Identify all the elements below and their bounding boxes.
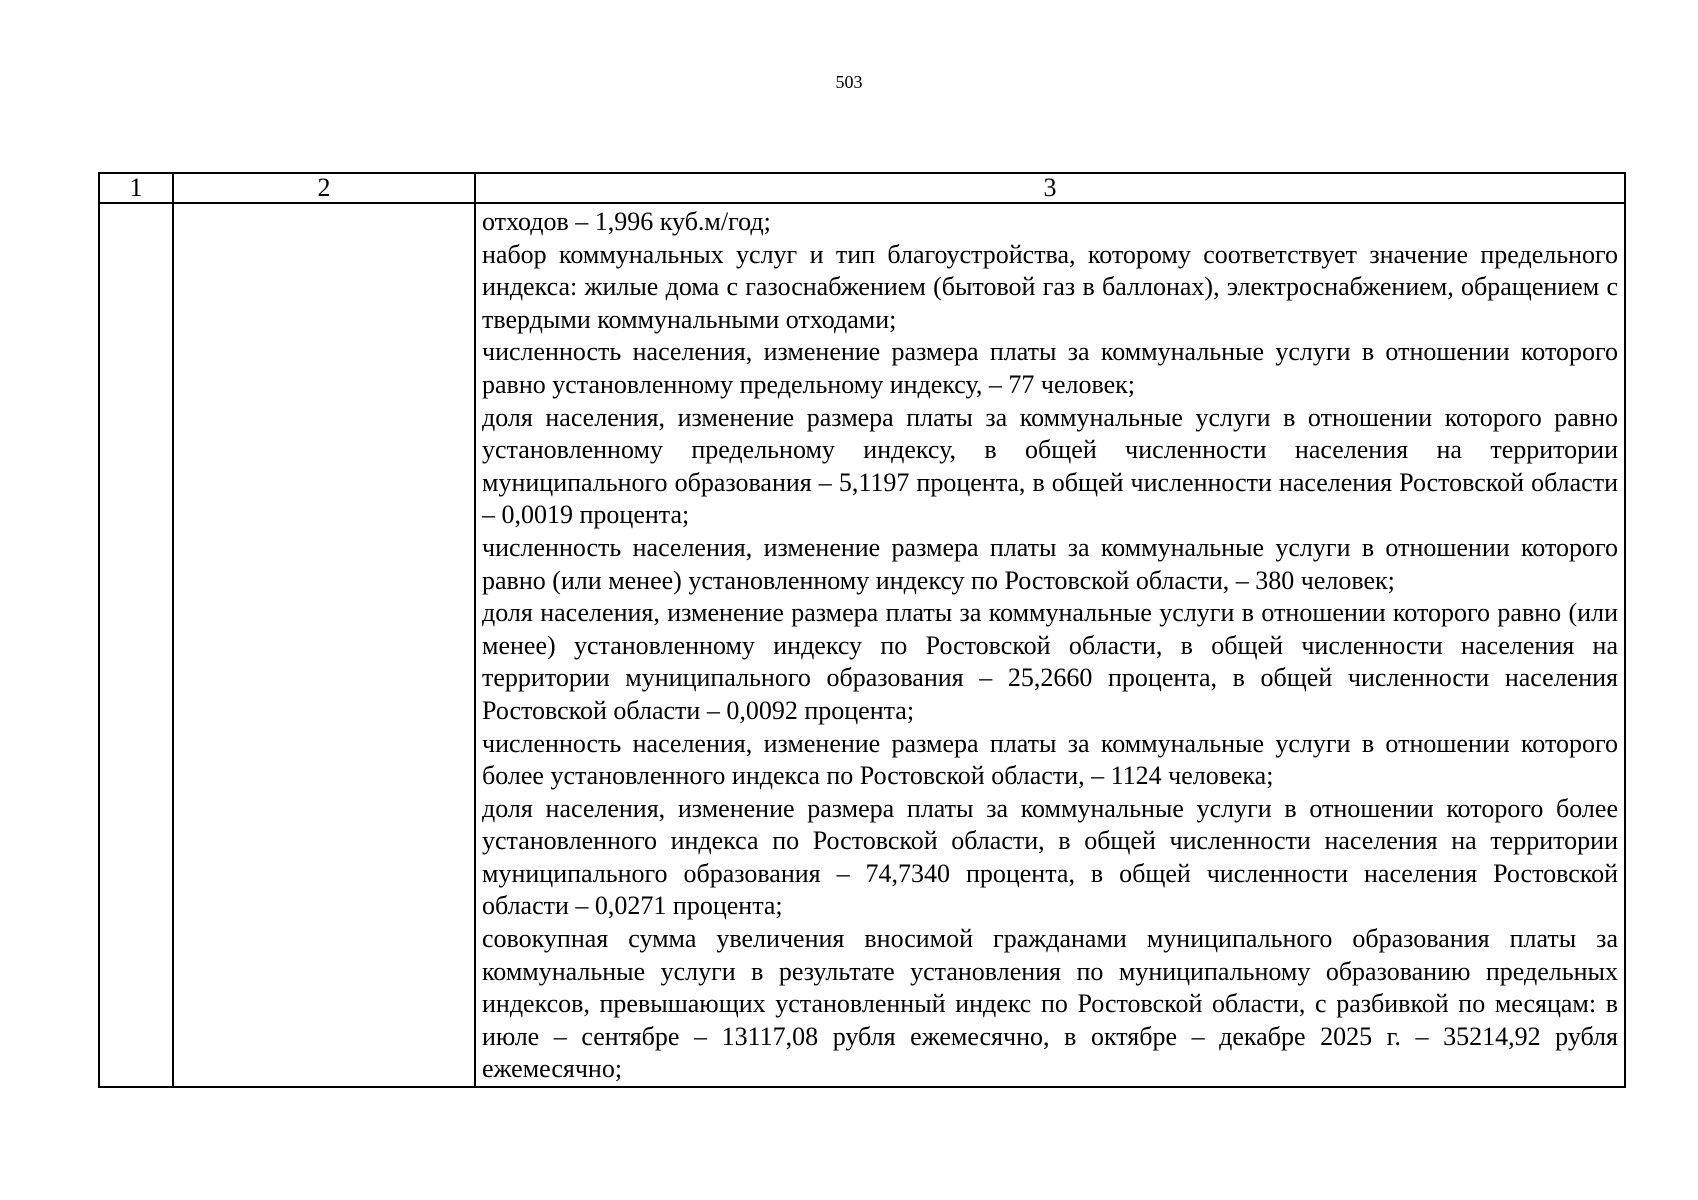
- page-number: 503: [835, 72, 863, 92]
- paragraph-population-equal-limit: численность населения, изменение размера платы за коммунальные услуги в отношении которого равно установленному предельному индексу, – 77 человек;: [482, 337, 1618, 399]
- header-cell-1: 1: [99, 173, 173, 203]
- paragraph-share-equal-or-less: доля населения, изменение размера платы за коммунальные услуги в отношении которого равно (или менее) установленному индексу по Ростовской области, в общей численности населения на территории муниципального образования – 25,2660 процента, в общей численности населения Ростовской области – 0,0092 процента;: [482, 598, 1618, 725]
- paragraph-waste-volume: отходов – 1,996 куб.м/год;: [482, 207, 771, 236]
- paragraph-total-increase: совокупная сумма увеличения вносимой гражданами муниципального образования платы за коммунальные услуги в результате установления по муниципальному образованию предельных индексов, превышающих установленный индекс по Ростовской области, с разбивкой по месяцам: в июле – сентябре – 13117,08 рубля ежемесячно, в октябре – декабре 2025 г. – 35214,92 рубля ежемесячно;: [482, 924, 1618, 1084]
- row-cell-3: [475, 203, 1625, 1087]
- paragraph-share-equal-limit: доля населения, изменение размера платы за коммунальные услуги в отношении которого равно установленному предельному индексу, в общей численности населения на территории муниципального образования – 5,1197 процента, в общей численности населения Ростовской области – 0,0019 процента;: [482, 402, 1618, 530]
- paragraph-population-above: численность населения, изменение размера платы за коммунальные услуги в отношении которого более установленного индекса по Ростовской области, – 1124 человека;: [482, 728, 1618, 791]
- table-row: [99, 203, 1625, 1087]
- row-cell-2: [173, 203, 475, 1087]
- table-header-row: [99, 173, 1625, 203]
- paragraph-population-equal-or-less: численность населения, изменение размера платы за коммунальные услуги в отношении которого равно (или менее) установленному индексу по Ростовской области, – 380 человек;: [482, 532, 1618, 595]
- document-table: [98, 172, 1626, 1088]
- row-cell-1: [99, 203, 173, 1087]
- paragraph-share-above: доля населения, изменение размера платы за коммунальные услуги в отношении которого более установленного индекса по Ростовской области, в общей численности населения на территории муниципального образования – 74,7340 процента, в общей численности населения Ростовской области – 0,0271 процента;: [482, 793, 1618, 921]
- header-cell-3: 3: [475, 173, 1625, 203]
- header-cell-2: 2: [173, 173, 475, 203]
- paragraph-service-set: набор коммунальных услуг и тип благоустройства, которому соответствует значение предельного индекса: жилые дома с газоснабжением (бытовой газ в баллонах), электроснабжением, обращением с твердыми коммунальными отходами;: [482, 239, 1618, 334]
